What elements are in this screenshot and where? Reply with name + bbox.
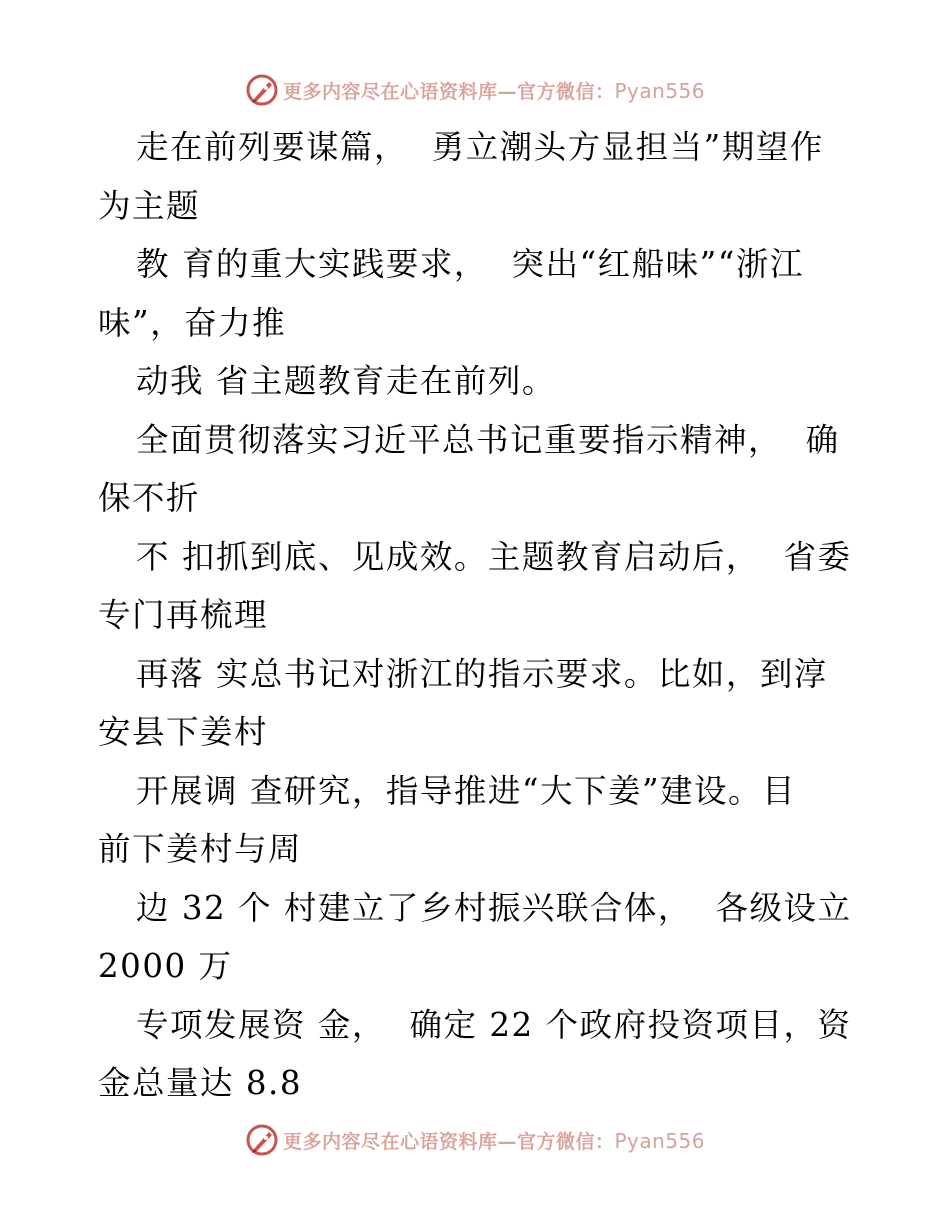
text-line: 保不折 [98, 479, 201, 517]
text-line: 不 扣抓到底、见成效。主题教育启动后， 省委 [136, 537, 852, 576]
text-line: 开展调 查研究，指导推进“大下姜”建设。目 [136, 771, 797, 810]
quill-pen-circle-icon [245, 1123, 279, 1157]
text-line: 前下姜村与周 [98, 830, 303, 868]
text-line: 专门再梳理 [98, 596, 269, 634]
quill-pen-circle-icon [245, 73, 279, 107]
header-watermark [0, 70, 950, 110]
text-line: 动我 省主题教育走在前列。 [136, 362, 556, 400]
document-body [98, 118, 858, 1113]
text-line: 再落 实总书记对浙江的指示要求。比如，到淳 [136, 654, 828, 693]
watermark-text: 更多内容尽在心语资料库—官方微信：Pyan556 [282, 78, 706, 103]
footer-watermark [0, 1120, 950, 1160]
text-line: 2000 万 [98, 947, 233, 985]
text-line: 教 育的重大实践要求， 突出“红船味”“浙江 [136, 245, 804, 283]
text-line: 安县下姜村 [98, 713, 269, 751]
text-line: 专项发展资 金， 确定 22 个政府投资项目，资 [136, 1005, 852, 1044]
text-line: 味”，奋力推 [98, 303, 287, 342]
text-line: 金总量达 8.8 [98, 1064, 303, 1102]
watermark-text: 更多内容尽在心语资料库—官方微信：Pyan556 [282, 1128, 706, 1153]
text-line: 边 32 个 村建立了乡村振兴联合体， 各级设立 [136, 888, 852, 927]
text-line: 全面贯彻落实习近平总书记重要指示精神， 确 [136, 420, 840, 459]
text-line: 走在前列要谋篇， 勇立潮头方显担当”期望作 [136, 128, 824, 166]
text-line: 为主题 [98, 186, 201, 225]
